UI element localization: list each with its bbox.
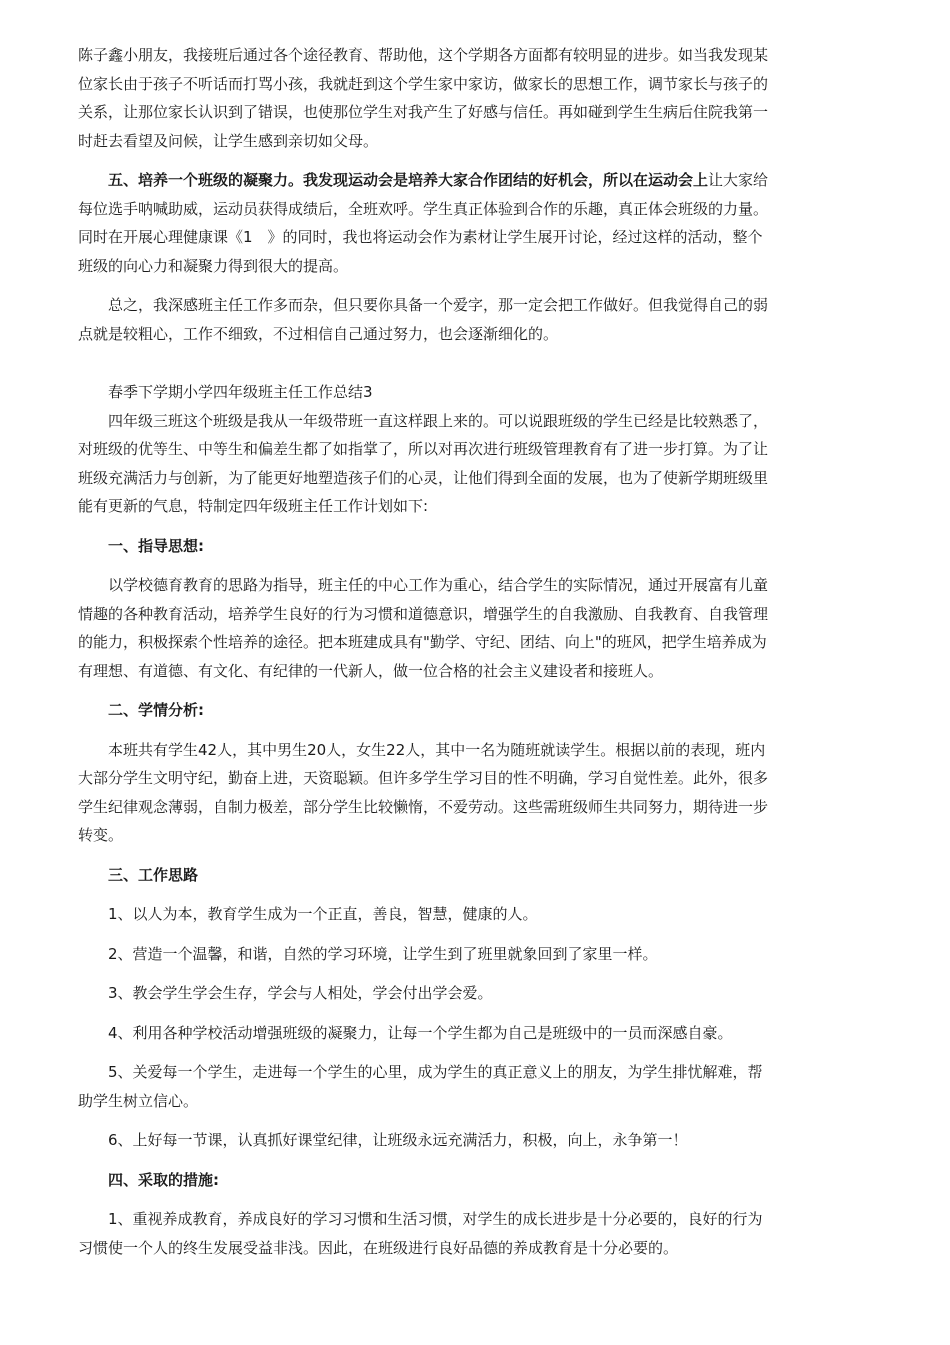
list-item-idea-2: 2、营造一个温馨，和谐，自然的学习环境，让学生到了班里就象回到了家里一样。 xyxy=(108,944,658,963)
paragraph-summary: 总之，我深感班主任工作多而杂，但只要你具备一个爱字，那一定会把工作做好。但我觉得自己的弱点就是较粗心，工作不细致，不过相信自己通过努力，也会逐渐细化的。 xyxy=(78,296,769,343)
list-item-idea-6: 6、上好每一节课，认真抓好课堂纪律，让班级永远充满活力，积极，向上，永争第一！ xyxy=(108,1131,688,1149)
list-item-idea-5: 5、关爱每一个学生，走进每一个学生的心里，成为学生的真正意义上的朋友，为学生排忧解难，帮助学生树立信心。 xyxy=(78,1063,763,1110)
list-item-idea-4: 4、利用各种学校活动增强班级的凝聚力，让每一个学生都为自己是班级中的一员而深感自豪。 xyxy=(108,1023,733,1042)
list-item-idea-1: 1、以人为本，教育学生成为一个正直，善良，智慧，健康的人。 xyxy=(108,905,538,923)
paragraph-home-visit: 陈子鑫小朋友，我接班后通过各个途径教育、帮助他，这个学期各方面都有较明显的进步。如当我发现某位家长由于孩子不听话而打骂小孩，我就赶到这个学生家中家访，做家长的思想工作，调节家长与孩子的关系，让那位家长认识到了错误，也使那位学生对我产生了好感与信任。再如碰到学生生病后住院我第一时赶去看望及问候，让学生感到亲切如父母。 xyxy=(78,46,769,150)
list-item-idea-3: 3、教会学生学会生存，学会与人相处，学会付出学会爱。 xyxy=(108,984,493,1002)
document-title: 春季下学期小学四年级班主任工作总结3 xyxy=(108,383,373,401)
heading-measures: 四、采取的措施: xyxy=(108,1170,219,1189)
paragraph-guiding-thought: 以学校德育教育的思路为指导，班主任的中心工作为重心，结合学生的实际情况，通过开展富有儿童情趣的各种教育活动，培养学生良好的行为习惯和道德意识，增强学生的自我激励、自我教育、自我管理的能力，积极探索个性培养的途径。把本班建成具有"勤学、守纪、团结、向上"的班风，把学生培养成为有理想、有道德、有文化、有纪律的一代新人，做一位合格的社会主义建设者和接班人。 xyxy=(78,576,769,680)
section5-rest: 让大家给每位选手呐喊助威，运动员获得成绩后，全班欢呼。学生真正体验到合作的乐趣，真正体会班级的力量。同时在开展心理健康课《1 》的同时，我也将运动会作为素材让学生展开讨论，经过这样的活动，整个班级的向心力和凝聚力得到很大的提高。 xyxy=(78,171,769,275)
heading-guiding-thought: 一、指导思想: xyxy=(108,536,204,555)
list-item-measure-1: 1、重视养成教育，养成良好的学习习惯和生活习惯，对学生的成长进步是十分必要的，良好的行为习惯使一个人的终生发展受益非浅。因此，在班级进行良好品德的养成教育是十分必要的。 xyxy=(78,1210,763,1257)
paragraph-cohesion xyxy=(78,166,774,280)
section5-bold-lead: 五、培养一个班级的凝聚力。我发现运动会是培养大家合作团结的好机会，所以在运动会上 xyxy=(108,171,709,189)
heading-work-ideas: 三、工作思路 xyxy=(108,865,199,884)
heading-student-analysis: 二、学情分析: xyxy=(108,701,204,719)
document-page xyxy=(78,41,774,1273)
paragraph-intro: 四年级三班这个班级是我从一年级带班一直这样跟上来的。可以说跟班级的学生已经是比较熟悉了，对班级的优等生、中等生和偏差生都了如指掌了，所以对再次进行班级管理教育有了进一步打算。为了让班级充满活力与创新，为了能更好地塑造孩子们的心灵，让他们得到全面的发展，也为了使新学期班级里能有更新的气息，特制定四年级班主任工作计划如下: xyxy=(78,411,769,515)
paragraph-student-analysis: 本班共有学生42人，其中男生20人，女生22人，其中一名为随班就读学生。根据以前的表现，班内大部分学生文明守纪，勤奋上进，天资聪颖。但许多学生学习目的性不明确，学习自觉性差。此外，很多学生纪律观念薄弱，自制力极差，部分学生比较懒惰，不爱劳动。这些需班级师生共同努力，期待进一步转变。 xyxy=(78,740,769,844)
